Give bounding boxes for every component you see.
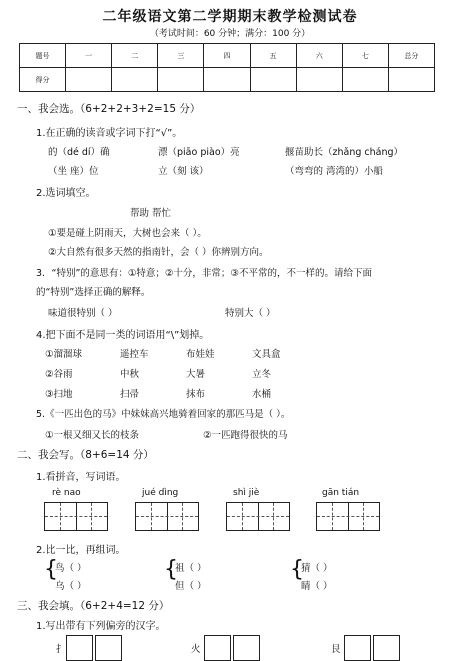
q1-4-word: ①溜溜球 bbox=[45, 349, 83, 360]
character-box[interactable] bbox=[373, 635, 400, 661]
score-cell[interactable] bbox=[204, 68, 250, 92]
character-box[interactable] bbox=[95, 635, 122, 661]
compare-item: 猜（ ） bbox=[301, 563, 333, 574]
q1-1-item-e: 立（刻 该） bbox=[158, 166, 209, 177]
pinyin-label: rè nao bbox=[52, 488, 81, 498]
writing-grid[interactable] bbox=[226, 502, 290, 531]
page-title: 二年级语文第二学期期末教学检测试卷 bbox=[102, 9, 358, 25]
q1-1-item-f: （弯弯的 湾湾的）小船 bbox=[285, 166, 384, 177]
q1-5-option-b: ②一匹跑得很快的马 bbox=[203, 430, 288, 441]
q1-4-word: 立冬 bbox=[252, 369, 272, 380]
q1-4-word: 遥控车 bbox=[120, 349, 149, 360]
compare-item: 但（ ） bbox=[175, 581, 207, 592]
q1-3-prompt-line2: 的“特别”选择正确的解释。 bbox=[36, 287, 151, 298]
pinyin-label: gān tián bbox=[322, 488, 360, 498]
radical-label: 火 bbox=[191, 644, 201, 655]
character-box[interactable] bbox=[66, 635, 93, 661]
score-header-cell: 七 bbox=[342, 44, 388, 68]
q1-1-prompt: 1.在正确的读音或字词下打“√”。 bbox=[36, 128, 183, 139]
brace-icon: { bbox=[290, 557, 304, 582]
q1-3-prompt-line1: 3．“特别”的意思有：①特意；②十分，非常；③不平常的，不一样的。请给下面 bbox=[36, 268, 372, 279]
q1-3-item-b: 特别大（ ） bbox=[225, 308, 276, 319]
exam-info: （考试时间：60 分钟；满分：100 分） bbox=[149, 29, 311, 39]
score-header-cell: 题号 bbox=[20, 44, 66, 68]
q1-1-item-c: 揠苗助长（zhǎng cháng） bbox=[285, 147, 404, 158]
q1-4-word: ③扫地 bbox=[45, 389, 73, 400]
section-1-heading: 一、我会选。（6+2+2+3+2=15 分） bbox=[17, 103, 201, 115]
score-cell[interactable] bbox=[388, 68, 434, 92]
score-cell[interactable] bbox=[250, 68, 296, 92]
brace-icon: { bbox=[164, 557, 178, 582]
section-2-heading: 二、我会写。（8+6=14 分） bbox=[17, 449, 154, 461]
q2-2-prompt: 2.比一比，再组词。 bbox=[36, 545, 126, 556]
q1-4-word: 水桶 bbox=[252, 389, 272, 400]
q1-1-item-d: （坐 座）位 bbox=[48, 166, 99, 177]
q1-5-prompt: 5.《一匹出色的马》中妹妹高兴地骑着回家的那匹马是（ ）。 bbox=[36, 409, 291, 420]
score-cell[interactable] bbox=[112, 68, 158, 92]
brace-icon: { bbox=[44, 557, 58, 582]
q1-1-item-b: 漂（piāo piào）亮 bbox=[158, 147, 240, 158]
q1-2-word-choices: 帮助 帮忙 bbox=[130, 208, 172, 219]
q1-4-word: ②谷雨 bbox=[45, 369, 73, 380]
radical-label: 扌 bbox=[56, 644, 66, 655]
score-header-cell: 二 bbox=[112, 44, 158, 68]
compare-item: 祖（ ） bbox=[175, 563, 207, 574]
compare-item: 乌（ ） bbox=[55, 581, 87, 592]
score-table-header-row bbox=[20, 44, 435, 68]
q1-3-item-a: 味道很特别（ ） bbox=[48, 308, 118, 319]
pinyin-label: jué dìng bbox=[142, 488, 179, 498]
score-cell[interactable] bbox=[342, 68, 388, 92]
q1-4-prompt: 4.把下面不是同一类的词语用“\”划掉。 bbox=[36, 330, 210, 341]
section-3-heading: 三、我会填。（6+2+4=12 分） bbox=[17, 600, 170, 612]
q1-4-word: 抹布 bbox=[186, 389, 206, 400]
q1-2-prompt: 2.选词填空。 bbox=[36, 188, 96, 199]
score-table-score-row bbox=[20, 68, 435, 92]
q1-5-option-a: ①一根又细又长的枝条 bbox=[45, 430, 140, 441]
score-header-cell: 三 bbox=[158, 44, 204, 68]
compare-item: 鸟（ ） bbox=[55, 563, 87, 574]
score-header-cell: 一 bbox=[66, 44, 112, 68]
radical-label: 艮 bbox=[331, 644, 341, 655]
score-header-cell: 总分 bbox=[388, 44, 434, 68]
q1-2-sentence-2: ②大自然有很多天然的指南针，会（ ）你辨别方向。 bbox=[48, 247, 269, 258]
writing-grid[interactable] bbox=[135, 502, 199, 531]
score-cell[interactable] bbox=[296, 68, 342, 92]
character-box[interactable] bbox=[344, 635, 371, 661]
character-box[interactable] bbox=[233, 635, 260, 661]
score-row-label: 得分 bbox=[20, 68, 66, 92]
writing-grid[interactable] bbox=[316, 502, 380, 531]
character-box[interactable] bbox=[204, 635, 231, 661]
q1-4-word: 布娃娃 bbox=[186, 349, 215, 360]
score-cell[interactable] bbox=[66, 68, 112, 92]
compare-item: 睛（ ） bbox=[301, 581, 333, 592]
score-table bbox=[19, 43, 435, 92]
writing-grid[interactable] bbox=[44, 502, 108, 531]
q2-1-prompt: 1.看拼音，写词语。 bbox=[36, 472, 126, 483]
q1-1-item-a: 的（dé dí）确 bbox=[48, 147, 110, 158]
score-header-cell: 四 bbox=[204, 44, 250, 68]
score-cell[interactable] bbox=[158, 68, 204, 92]
score-header-cell: 六 bbox=[296, 44, 342, 68]
q1-4-word: 中秋 bbox=[120, 369, 140, 380]
q1-4-word: 大暑 bbox=[186, 369, 206, 380]
q1-4-word: 文具盒 bbox=[252, 349, 281, 360]
score-header-cell: 五 bbox=[250, 44, 296, 68]
q1-2-sentence-1: ①要是碰上阴雨天，大树也会来（ ）。 bbox=[48, 228, 207, 239]
q3-1-prompt: 1.写出带有下列偏旁的汉字。 bbox=[36, 621, 166, 632]
pinyin-label: shì jiè bbox=[233, 488, 260, 498]
q1-4-word: 扫帚 bbox=[120, 389, 140, 400]
